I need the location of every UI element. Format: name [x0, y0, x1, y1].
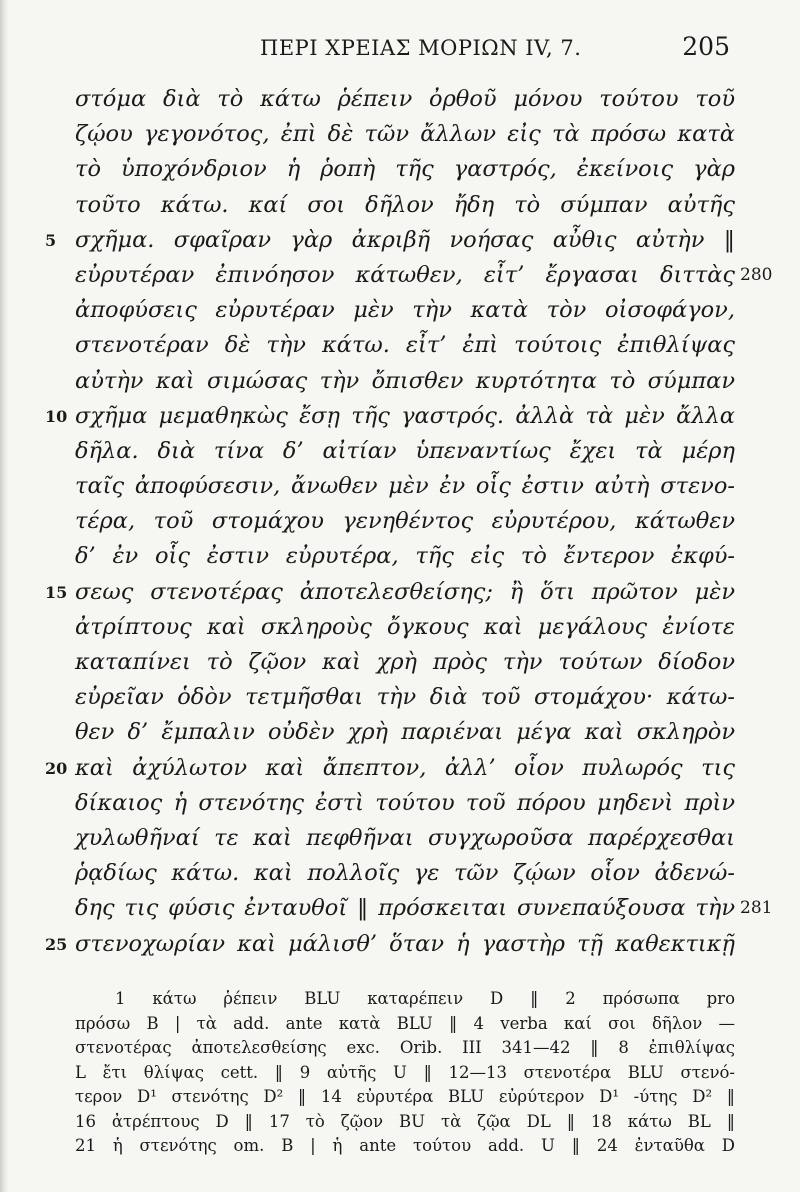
line-number: 25 — [45, 934, 68, 954]
line-text: εὐρυτέραν ἐπινόησον κάτωθεν, εἶτ’ ἔργασαι διττὰς — [75, 261, 735, 288]
text-line — [75, 856, 735, 891]
footnote-line: τερον D¹ στενότης D² ‖ 14 εὐρυτέρα BLU εὐρύτερον D¹ -ύτης D² ‖ — [75, 1087, 735, 1106]
margin-reference: 280 — [740, 264, 773, 285]
text-line — [75, 364, 735, 399]
text-line — [75, 152, 735, 187]
line-text: θεν δ’ ἔμπαλιν οὐδὲν χρὴ παριέναι μέγα καὶ σκληρὸν — [75, 719, 735, 746]
line-text: σχῆμα. σφαῖραν γὰρ ἀκριβῆ νοήσας αὖθις αὐτὴν ‖ — [75, 226, 735, 253]
text-line — [75, 891, 773, 926]
text-line — [75, 328, 735, 363]
text-line — [75, 786, 735, 821]
footnote-line: L ἔτι θλίψας cett. ‖ 9 αὐτῆς U ‖ 12—13 στενοτέρα BLU στενό- — [75, 1062, 735, 1082]
line-text: στενοχωρίαν καὶ μάλισθ’ ὅταν ἡ γαστὴρ τῇ καθεκτικῇ — [75, 930, 735, 957]
text-line — [75, 539, 735, 574]
line-text: καταπίνει τὸ ζῷον καὶ χρὴ πρὸς τὴν τούτων δίοδον — [75, 649, 735, 675]
text-line — [75, 680, 735, 715]
footnote-line: 16 ἀτρέπτους D ‖ 17 τὸ ζῷον BU τὰ ζῷα DL ‖ 18 κάτω BL ‖ — [75, 1111, 735, 1131]
line-text: εὐρεῖαν ὁδὸν τετμῆσθαι τὴν διὰ τοῦ στομάχου· κάτω- — [75, 684, 735, 711]
page-header — [70, 30, 730, 66]
text-line — [45, 751, 735, 786]
main-text — [45, 82, 773, 962]
text-line — [75, 645, 735, 680]
line-text: καὶ ἀχύλωτον καὶ ἄπεπτον, ἀλλ’ οἷον πυλωρός τις — [75, 754, 735, 781]
line-text: τοῦτο κάτω. καί σοι δῆλον ἤδη τὸ σύμπαν αὐτῆς — [75, 191, 735, 218]
text-line — [75, 434, 735, 469]
line-text: σχῆμα μεμαθηκὼς ἔσῃ τῆς γαστρός. ἀλλὰ τὰ μὲν ἄλλα — [75, 402, 735, 429]
text-line — [75, 117, 735, 152]
critical-apparatus — [75, 987, 735, 1159]
line-text: αὐτὴν καὶ σιμώσας τὴν ὄπισθεν κυρτότητα τὸ σύμπαν — [75, 367, 735, 394]
text-line — [75, 293, 735, 328]
line-text: ἀποφύσεις εὐρυτέραν μὲν τὴν κατὰ τὸν οἰσοφάγον, — [75, 297, 735, 324]
line-number: 15 — [45, 582, 68, 602]
text-line — [75, 258, 773, 293]
line-text: ταῖς ἀποφύσεσιν, ἄνωθεν μὲν ἐν οἷς ἐστιν αὐτὴ στενο- — [75, 473, 735, 500]
text-line — [45, 575, 735, 610]
line-text: σεως στενοτέρας ἀποτελεσθείσης; ἢ ὅτι πρῶτον μὲν — [75, 578, 735, 605]
line-text: δίκαιος ἡ στενότης ἐστὶ τούτου τοῦ πόρου μηδενὶ πρὶν — [75, 789, 735, 816]
footnote-line: πρόσω B | τὰ add. ante κατὰ BLU ‖ 4 verba καί σοι δῆλον — — [75, 1013, 735, 1033]
text-line — [75, 715, 735, 750]
footnote-line: 1 κάτω ῥέπειν BLU καταρέπειν D ‖ 2 πρόσωπα pro — [115, 989, 735, 1008]
running-title: ΠΕΡΙ ΧΡΕΙΑΣ ΜΟΡΙΩΝ IV, 7. — [260, 36, 582, 60]
text-line — [75, 610, 735, 645]
line-text: δης τις φύσις ἐνταυθοῖ ‖ πρόσκειται συνεπαύξουσα τὴν — [75, 895, 735, 922]
text-line — [75, 82, 735, 117]
line-text: δ’ ἐν οἷς ἐστιν εὐρυτέρα, τῆς εἰς τὸ ἔντερον ἐκφύ- — [75, 543, 735, 570]
line-text: στόμα διὰ τὸ κάτω ῥέπειν ὀρθοῦ μόνου τούτου τοῦ — [75, 86, 735, 112]
line-number: 20 — [45, 758, 68, 778]
text-line — [45, 399, 735, 434]
page-edge — [0, 0, 9, 1192]
line-text: χυλωθῆναί τε καὶ πεφθῆναι συγχωροῦσα παρέρχεσθαι — [75, 824, 735, 851]
line-number: 10 — [45, 406, 68, 426]
text-line — [75, 504, 735, 539]
line-text: ῥᾳδίως κάτω. καὶ πολλοῖς γε τῶν ζῴων οἷον ἀδενώ- — [75, 860, 735, 887]
footnote-line: 21 ἡ στενότης om. B | ἡ ante τούτου add. U ‖ 24 ἐνταῦθα D — [75, 1136, 735, 1155]
text-line — [75, 188, 735, 223]
text-line — [75, 469, 735, 504]
line-text: στενοτέραν δὲ τὴν κάτω. εἶτ’ ἐπὶ τούτοις ἐπιθλίψας — [75, 332, 735, 359]
text-line — [45, 927, 735, 962]
line-text: τὸ ὑποχόνδριον ἡ ῥοπὴ τῆς γαστρός, ἐκείνοις γὰρ — [75, 156, 735, 183]
footnote-line: στενοτέρας ἀποτελεσθείσης exc. Orib. III 341—42 ‖ 8 ἐπιθλίψας — [75, 1038, 735, 1057]
text-line — [75, 821, 735, 856]
line-text: τέρα, τοῦ στομάχου γενηθέντος εὐρυτέρου, κάτωθεν — [75, 508, 735, 535]
line-number: 5 — [45, 230, 57, 250]
margin-reference: 281 — [740, 898, 773, 919]
line-text: ἀτρίπτους καὶ σκληροὺς ὄγκους καὶ μεγάλους ἐνίοτε — [75, 613, 735, 640]
text-line — [45, 223, 735, 258]
line-text: δῆλα. διὰ τίνα δ’ αἰτίαν ὑπεναντίως ἔχει τὰ μέρη — [75, 437, 735, 464]
page-number: 205 — [682, 32, 730, 61]
line-text: ζῴου γεγονότος, ἐπὶ δὲ τῶν ἄλλων εἰς τὰ πρόσω κατὰ — [75, 121, 735, 148]
